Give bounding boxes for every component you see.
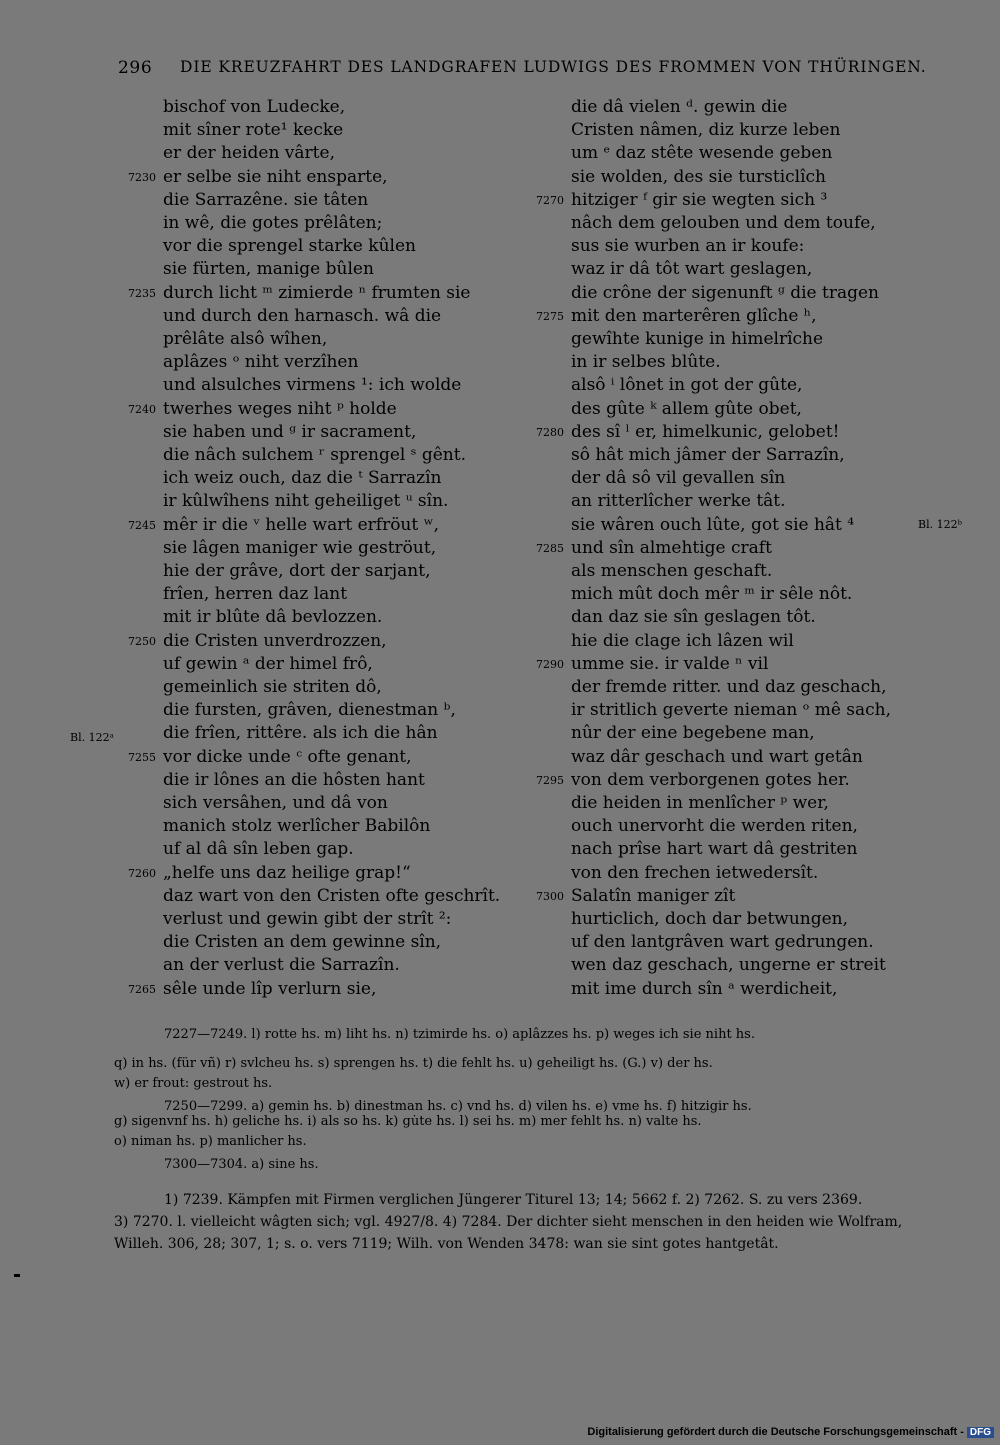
line-number: 7235 xyxy=(128,286,156,300)
verse-line-left: sie lâgen maniger wie geströut, xyxy=(163,537,437,558)
credit-text: Digitalisierung gefördert durch die Deutsche Forschungsgemeinschaft - xyxy=(587,1426,964,1438)
verse-line-right: der fremde ritter. und daz geschach, xyxy=(571,677,887,697)
verse-line-right: sie wâren ouch lûte, got sie hât ⁴ xyxy=(571,514,855,535)
verse-line-left: er der heiden vârte, xyxy=(163,143,335,164)
verse-line-right: uf den lantgrâven wart gedrungen. xyxy=(571,932,874,953)
verse-line-left: twerhes weges niht ᵖ holde xyxy=(163,398,397,419)
line-number: 7260 xyxy=(128,866,156,880)
verse-line-right: dan daz sie sîn geslagen tôt. xyxy=(571,607,816,628)
verse-line-right: wen daz geschach, ungerne er streit xyxy=(571,955,886,976)
verse-line-right: die heiden in menlîcher ᵖ wer, xyxy=(571,793,829,813)
verse-line-left: mêr ir die ᵛ helle wart erfröut ʷ, xyxy=(163,514,439,535)
verse-line-left: und alsulches virmens ¹: ich wolde xyxy=(163,375,462,396)
verse-line-right: die dâ vielen ᵈ. gewin die xyxy=(571,97,788,117)
verse-line-left: er selbe sie niht ensparte, xyxy=(163,166,388,187)
verse-line-right: hurticlich, doch dar betwungen, xyxy=(571,909,849,929)
verse-line-left: gemeinlich sie striten dô, xyxy=(163,677,382,697)
verse-line-right: die crône der sigenunft ᵍ die tragen xyxy=(571,282,880,303)
verse-line-right: Salatîn maniger zît xyxy=(571,885,736,906)
verse-line-right: waz ir dâ tôt wart geslagen, xyxy=(571,259,813,280)
verse-line-right: sô hât mich jâmer der Sarrazîn, xyxy=(571,445,845,465)
line-number: 7295 xyxy=(536,773,564,787)
verse-line-right: der dâ sô vil gevallen sîn xyxy=(571,468,786,489)
verse-line-right: waz dâr geschach und wart getân xyxy=(571,746,863,767)
verse-line-left: ir kûlwîhens niht geheiliget ᵘ sîn. xyxy=(163,491,449,512)
margin-note-folio: Bl. 122ᵇ xyxy=(918,518,962,531)
apparatus-line: g) sigenvnf hs. h) geliche hs. i) als so hs. k) gu̇te hs. l) sei hs. m) mer fehlt hs. n) valte hs. xyxy=(114,1114,702,1129)
line-number: 7300 xyxy=(536,889,564,903)
verse-line-left: prêlâte alsô wîhen, xyxy=(163,329,328,349)
verse-line-left: daz wart von den Cristen ofte geschrît. xyxy=(163,885,501,906)
verse-line-left: uf gewin ᵃ der himel frô, xyxy=(163,653,373,674)
verse-line-left: mit sîner rote¹ kecke xyxy=(163,120,344,141)
running-title: DIE KREUZFAHRT DES LANDGRAFEN LUDWIGS DES FROMMEN VON THÜRINGEN. xyxy=(180,58,927,76)
verse-line-right: des sî ˡ er, himelkunic, gelobet! xyxy=(571,421,840,442)
line-number: 7280 xyxy=(536,425,564,439)
verse-line-left: die fursten, grâven, dienestman ᵇ, xyxy=(163,700,456,721)
verse-line-left: in wê, die gotes prêlâten; xyxy=(163,213,383,233)
verse-line-right: gewîhte kunige in himelrîche xyxy=(571,329,824,349)
verse-line-left: durch licht ᵐ zimierde ⁿ frumten sie xyxy=(163,282,471,303)
verse-line-right: als menschen geschaft. xyxy=(571,561,773,581)
line-number: 7250 xyxy=(128,634,156,648)
apparatus-line: 7300—7304. a) sine hs. xyxy=(164,1157,319,1172)
verse-line-left: ich weiz ouch, daz die ᵗ Sarrazîn xyxy=(163,468,442,489)
line-number: 7265 xyxy=(128,982,156,996)
line-number: 7245 xyxy=(128,518,156,532)
verse-line-left: bischof von Ludecke, xyxy=(163,97,346,117)
verse-line-right: mich mût doch mêr ᵐ ir sêle nôt. xyxy=(571,584,853,605)
verse-line-right: umme sie. ir valde ⁿ vil xyxy=(571,653,769,674)
apparatus-line: w) er frout: gestrout hs. xyxy=(114,1076,273,1091)
verse-line-left: an der verlust die Sarrazîn. xyxy=(163,955,400,976)
verse-line-right: ir stritlich geverte nieman ᵒ mê sach, xyxy=(571,700,892,721)
verse-line-left: die ir lônes an die hôsten hant xyxy=(163,769,425,790)
verse-line-left: vor die sprengel starke kûlen xyxy=(163,236,416,257)
verse-line-left: aplâzes ᵒ niht verzîhen xyxy=(163,352,359,373)
verse-line-left: die Cristen an dem gewinne sîn, xyxy=(163,932,442,953)
verse-line-left: die nâch sulchem ʳ sprengel ˢ gênt. xyxy=(163,445,466,465)
verse-line-left: sich versâhen, und dâ von xyxy=(163,793,388,813)
verse-line-right: nâch dem gelouben und dem toufe, xyxy=(571,213,876,233)
apparatus-line: 7227—7249. l) rotte hs. m) liht hs. n) tzimirde hs. o) aplâzzes hs. p) weges ich sie niht hs. xyxy=(164,1027,755,1042)
line-number: 7275 xyxy=(536,309,564,323)
verse-line-left: die Cristen unverdrozzen, xyxy=(163,630,387,651)
line-number: 7290 xyxy=(536,657,564,671)
verse-line-right: nach prîse hart wart dâ gestriten xyxy=(571,839,858,860)
verse-line-right: sus sie wurben an ir koufe: xyxy=(571,236,805,257)
verse-line-left: sie haben und ᵍ ir sacrament, xyxy=(163,421,417,442)
footnote-line: 1) 7239. Kämpfen mit Firmen verglichen Jüngerer Titurel 13; 14; 5662 f. 2) 7262. S. zu vers 2369. xyxy=(164,1192,863,1208)
verse-line-right: mit ime durch sîn ᵃ werdicheit, xyxy=(571,978,838,999)
digitization-credit xyxy=(587,1426,994,1438)
verse-line-right: an ritterlîcher werke tât. xyxy=(571,491,786,512)
verse-line-right: von den frechen ietwedersît. xyxy=(571,862,819,883)
verse-line-right: hie die clage ich lâzen wil xyxy=(571,630,794,651)
verse-line-left: die Sarrazêne. sie tâten xyxy=(163,189,369,210)
verse-line-right: in ir selbes blûte. xyxy=(571,352,721,373)
verse-line-right: um ᵉ daz stête wesende geben xyxy=(571,143,833,164)
verse-line-left: und durch den harnasch. wâ die xyxy=(163,305,442,326)
verse-line-left: hie der grâve, dort der sarjant, xyxy=(163,561,431,581)
footnote-line: 3) 7270. l. vielleicht wâgten sich; vgl. 4927/8. 4) 7284. Der dichter sieht menschen in den heiden wie Wolfram, xyxy=(114,1214,903,1230)
verse-line-right: und sîn almehtige craft xyxy=(571,537,772,558)
line-number: 7255 xyxy=(128,750,156,764)
dfg-logo-icon: DFG xyxy=(967,1427,994,1438)
verse-line-right: Cristen nâmen, diz kurze leben xyxy=(571,120,841,141)
verse-line-right: nûr der eine begebene man, xyxy=(571,723,815,744)
verse-line-right: von dem verborgenen gotes her. xyxy=(571,769,850,790)
apparatus-line: o) niman hs. p) manlicher hs. xyxy=(114,1134,307,1149)
verse-line-left: uf al dâ sîn leben gap. xyxy=(163,839,354,860)
verse-line-left: die frîen, rittêre. als ich die hân xyxy=(163,723,438,744)
line-number: 7285 xyxy=(536,541,564,555)
verse-line-right: des gûte ᵏ allem gûte obet, xyxy=(571,398,802,419)
scan-speck xyxy=(14,1274,20,1277)
verse-line-left: frîen, herren daz lant xyxy=(163,584,348,605)
verse-line-left: manich stolz werlîcher Babilôn xyxy=(163,816,431,837)
line-number: 7230 xyxy=(128,170,156,184)
apparatus-line: 7250—7299. a) gemin hs. b) dinestman hs. c) vnd hs. d) vilen hs. e) vme hs. f) hitzigir hs. xyxy=(164,1099,752,1114)
verse-line-right: mit den marterêren glîche ʰ, xyxy=(571,305,817,326)
page-number: 296 xyxy=(118,58,153,78)
verse-line-right: ouch unervorht die werden riten, xyxy=(571,816,858,837)
verse-line-left: mit ir blûte dâ bevlozzen. xyxy=(163,607,383,628)
line-number: 7240 xyxy=(128,402,156,416)
margin-note-folio: Bl. 122ᵃ xyxy=(70,731,114,744)
line-number: 7270 xyxy=(536,193,564,207)
footnote-line: Willeh. 306, 28; 307, 1; s. o. vers 7119; Wilh. von Wenden 3478: wan sie sint gotes hantgetât. xyxy=(114,1236,779,1252)
verse-line-right: alsô ⁱ lônet in got der gûte, xyxy=(571,375,803,396)
verse-line-right: hitziger ᶠ gir sie wegten sich ³ xyxy=(571,189,828,210)
verse-line-left: verlust und gewin gibt der strît ²: xyxy=(163,909,452,929)
verse-line-left: sêle unde lîp verlurn sie, xyxy=(163,978,377,999)
verse-line-left: vor dicke unde ᶜ ofte genant, xyxy=(163,746,412,767)
verse-line-right: sie wolden, des sie tursticlîch xyxy=(571,166,827,187)
verse-line-left: „helfe uns daz heilige grap!“ xyxy=(163,862,411,883)
apparatus-line: q) in hs. (für vñ) r) svlcheu hs. s) sprengen hs. t) die fehlt hs. u) geheiligt hs. (G.) v) der hs. xyxy=(114,1056,713,1071)
verse-line-left: sie fürten, manige bûlen xyxy=(163,259,374,280)
